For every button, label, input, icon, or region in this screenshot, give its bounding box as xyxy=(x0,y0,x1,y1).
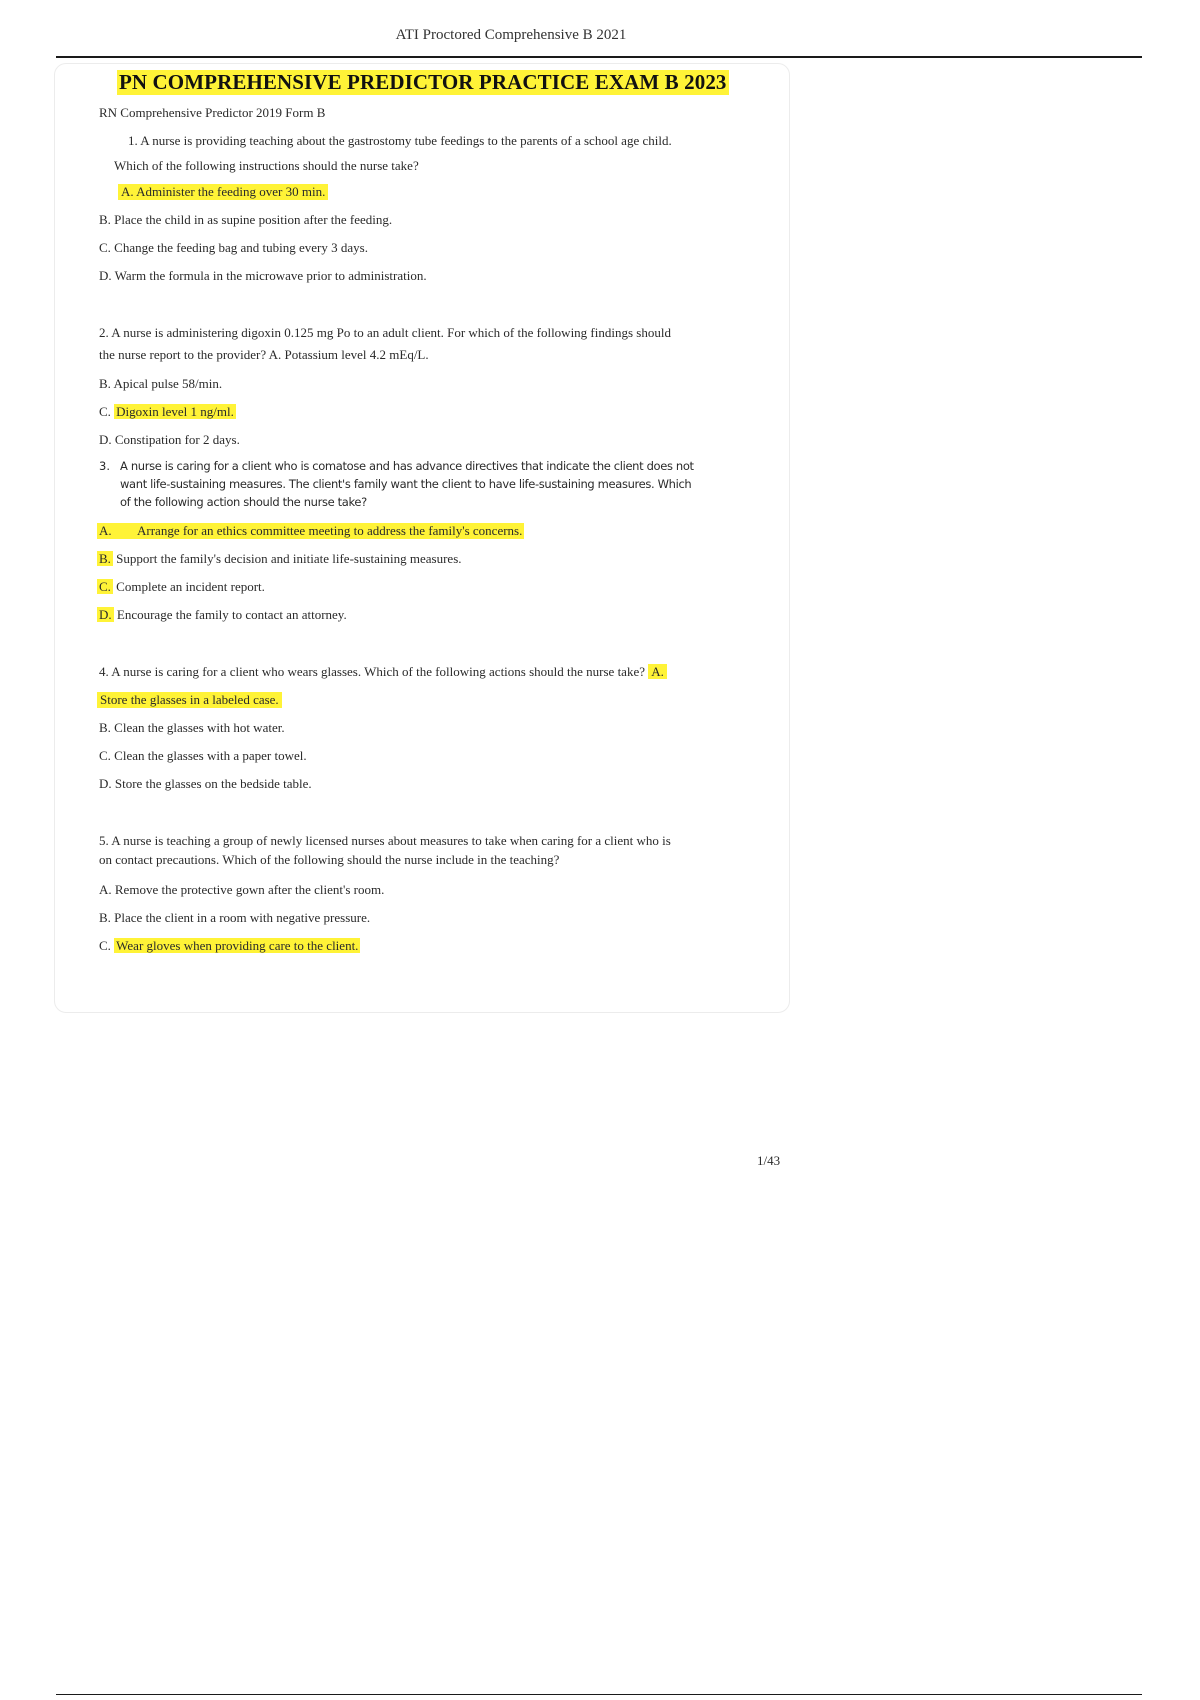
question-3-option-d-label: D. xyxy=(99,607,112,622)
question-3-text-line-1: A nurse is caring for a client who is comatose and has advance directives that indicate the client does not xyxy=(120,459,694,473)
question-3-option-b-label: B. xyxy=(99,551,111,566)
question-5-option-c-label: C. xyxy=(99,938,111,953)
question-3-option-c-label: C. xyxy=(99,579,111,594)
question-3-option-c xyxy=(97,579,265,595)
question-3-option-a-label: A. xyxy=(99,523,112,538)
document-title: PN COMPREHENSIVE PREDICTOR PRACTICE EXAM B 2023 xyxy=(119,70,727,94)
page-number: 1/43 xyxy=(757,1153,781,1168)
question-1-text-line-2: Which of the following instructions should the nurse take? xyxy=(114,158,419,173)
question-4-option-a: Store the glasses in a labeled case. xyxy=(97,692,282,708)
question-4-option-b: B. Clean the glasses with hot water. xyxy=(99,720,285,735)
question-2-text-line-1: 2. A nurse is administering digoxin 0.125 mg Po to an adult client. For which of the following findings should xyxy=(99,325,671,340)
header-rule xyxy=(56,56,1142,58)
question-4-option-d: D. Store the glasses on the bedside table. xyxy=(99,776,312,791)
question-3-option-b-text: Support the family's decision and initiate life-sustaining measures. xyxy=(116,551,462,566)
question-3-option-d-text: Encourage the family to contact an attorney. xyxy=(116,607,347,622)
question-2-option-d: D. Constipation for 2 days. xyxy=(99,432,240,447)
question-3-number: 3. xyxy=(99,459,110,473)
question-4-text: 4. A nurse is caring for a client who wears glasses. Which of the following actions should the nurse take? xyxy=(99,664,645,679)
question-3-option-a xyxy=(97,523,524,539)
question-4-option-a-label: A. xyxy=(648,664,667,679)
question-5-option-c-text: Wear gloves when providing care to the client. xyxy=(116,938,359,953)
question-4-text-line-1 xyxy=(99,664,667,680)
page-header-title: ATI Proctored Comprehensive B 2021 xyxy=(395,27,627,43)
question-2-option-b: B. Apical pulse 58/min. xyxy=(99,376,223,391)
question-4-option-c: C. Clean the glasses with a paper towel. xyxy=(99,748,307,763)
footer-rule xyxy=(56,1694,1142,1695)
question-3-option-c-text: Complete an incident report. xyxy=(116,579,265,594)
question-3-option-a-text: Arrange for an ethics committee meeting to address the family's concerns. xyxy=(137,523,523,538)
question-1-text-line-1: 1. A nurse is providing teaching about the gastrostomy tube feedings to the parents of a school age child. xyxy=(128,133,672,148)
question-2-option-c-label: C. xyxy=(99,404,111,419)
question-3-option-d xyxy=(97,607,347,623)
question-5-option-a: A. Remove the protective gown after the client's room. xyxy=(99,882,385,897)
question-1-option-d: D. Warm the formula in the microwave prior to administration. xyxy=(99,268,427,283)
question-3-text-line-3: of the following action should the nurse take? xyxy=(120,495,367,509)
question-2-text-line-2: the nurse report to the provider? A. Potassium level 4.2 mEq/L. xyxy=(99,347,429,362)
question-3-text-line-2: want life-sustaining measures. The client's family want the client to have life-sustaining measures. Which xyxy=(120,477,692,491)
question-5-option-c xyxy=(99,938,360,954)
question-5-text-line-2: on contact precautions. Which of the following should the nurse include in the teaching? xyxy=(99,852,560,867)
question-2-option-c-text: Digoxin level 1 ng/ml. xyxy=(116,404,234,419)
document-subtitle: RN Comprehensive Predictor 2019 Form B xyxy=(99,105,326,120)
question-1-option-b: B. Place the child in as supine position after the feeding. xyxy=(99,212,393,227)
question-5-text-line-1: 5. A nurse is teaching a group of newly licensed nurses about measures to take when caring for a client who is xyxy=(99,833,671,848)
question-3-option-b xyxy=(97,551,462,567)
question-5-option-b: B. Place the client in a room with negative pressure. xyxy=(99,910,371,925)
question-1-option-a: A. Administer the feeding over 30 min. xyxy=(118,184,328,200)
question-1-option-c: C. Change the feeding bag and tubing every 3 days. xyxy=(99,240,368,255)
question-2-option-c xyxy=(99,404,236,420)
